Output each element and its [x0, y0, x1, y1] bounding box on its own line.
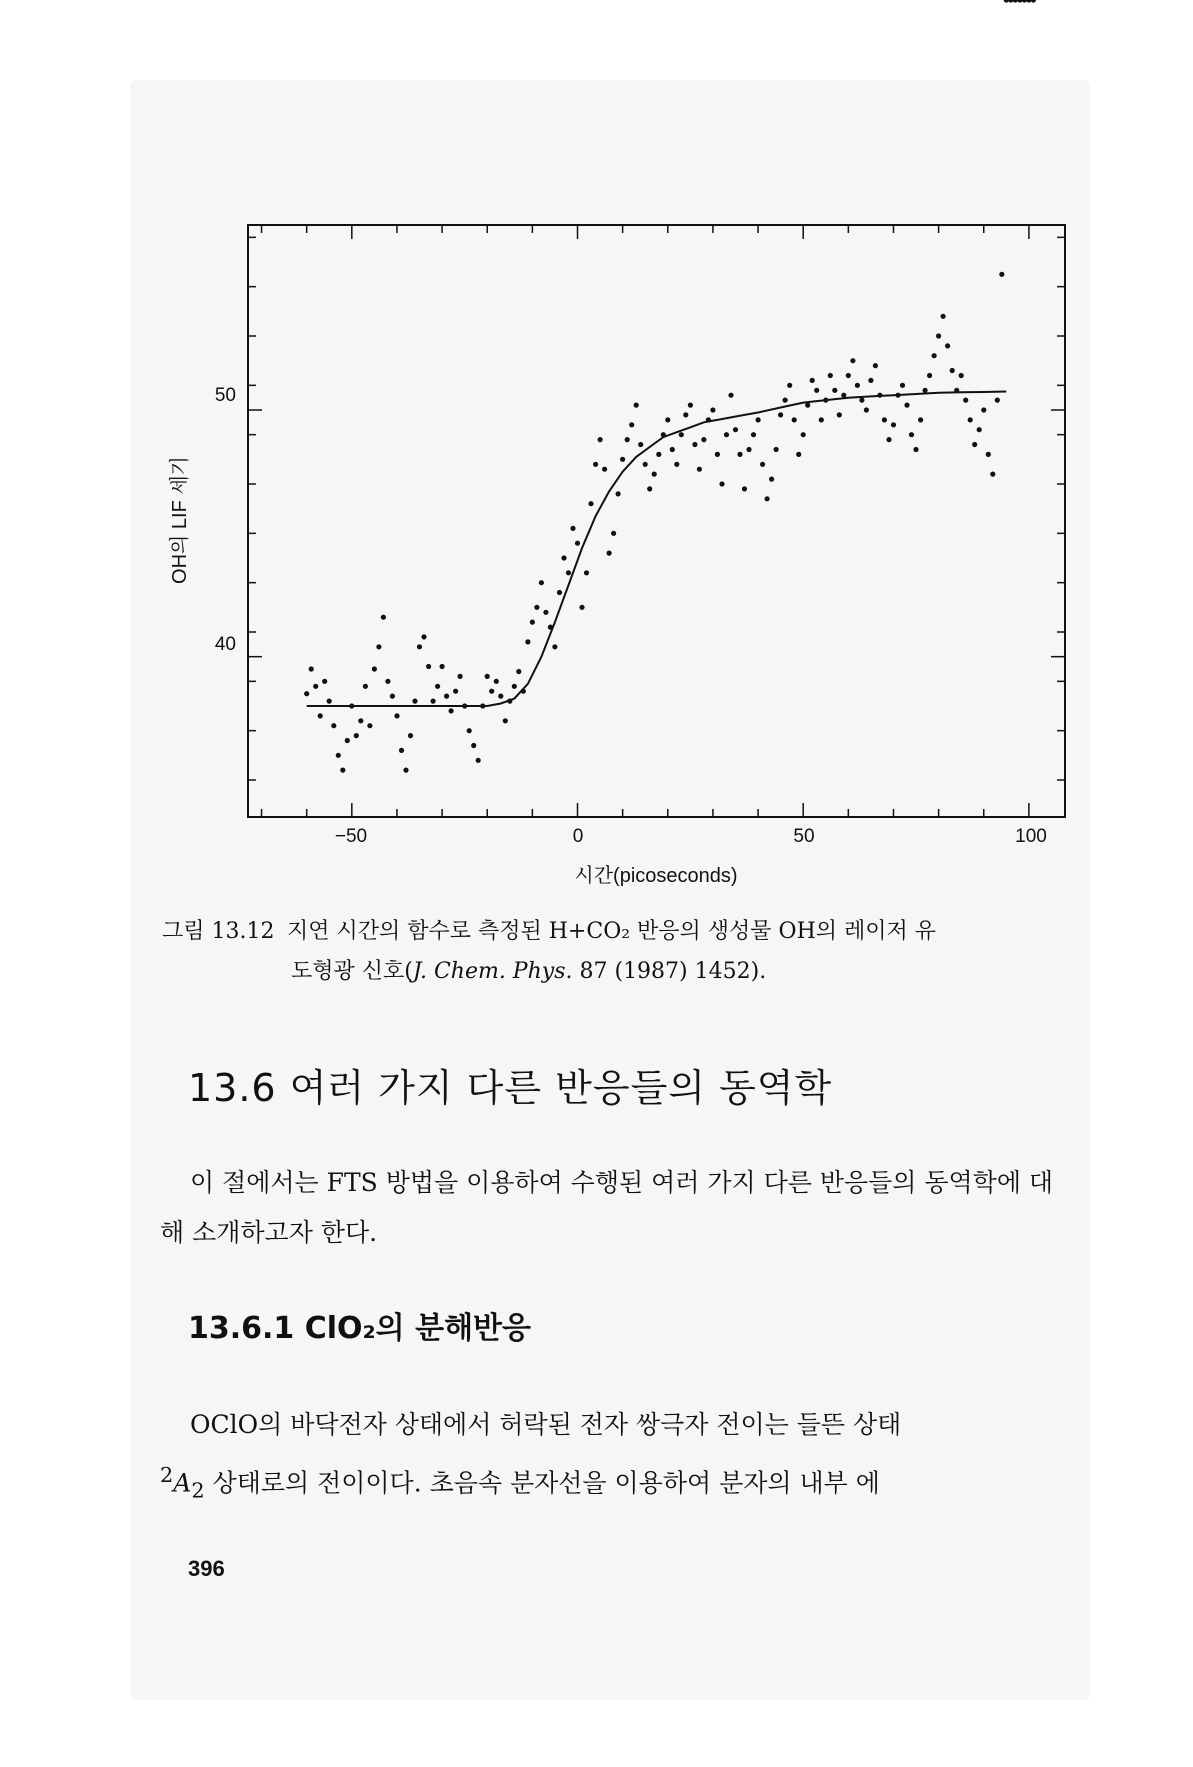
data-point [765, 496, 770, 501]
data-point [372, 666, 377, 671]
caption-line2-suffix: 87 (1987) 1452). [572, 959, 767, 984]
caption-journal: J. Chem. Phys. [412, 959, 573, 984]
data-point [990, 472, 995, 477]
y-tick-label-40: 40 [214, 634, 236, 655]
data-point [796, 452, 801, 457]
data-point [539, 580, 544, 585]
data-point [751, 432, 756, 437]
data-point [683, 412, 688, 417]
data-point [593, 462, 598, 467]
caption-line2-prefix: 도형광 신호( [291, 959, 413, 984]
data-point [503, 718, 508, 723]
data-point [724, 432, 729, 437]
data-point [873, 363, 878, 368]
data-point [552, 644, 557, 649]
data-point [498, 694, 503, 699]
y-axis-label: OH의 LIF 세기 [169, 456, 191, 584]
data-point [634, 403, 639, 408]
figure-caption [162, 912, 1062, 992]
data-point [304, 691, 309, 696]
data-point [999, 272, 1004, 277]
data-point [810, 378, 815, 383]
data-point [1008, 0, 1013, 3]
data-point [1013, 0, 1018, 3]
data-point [665, 417, 670, 422]
data-point [1026, 0, 1031, 3]
data-point [1017, 0, 1022, 3]
data-point [968, 417, 973, 422]
data-point [534, 605, 539, 610]
data-point [467, 728, 472, 733]
data-point [760, 462, 765, 467]
data-point [986, 452, 991, 457]
data-point [814, 388, 819, 393]
data-point [733, 427, 738, 432]
data-point [846, 373, 851, 378]
data-point [859, 398, 864, 403]
data-point [792, 417, 797, 422]
x-tick-label-0: 0 [572, 826, 584, 847]
data-point [697, 467, 702, 472]
data-point [381, 615, 386, 620]
data-point [440, 664, 445, 669]
data-point [489, 689, 494, 694]
data-point [345, 738, 350, 743]
data-point [941, 314, 946, 319]
data-point [588, 501, 593, 506]
x-tick-label-neg50: −50 [334, 826, 368, 847]
subsection-paragraph-line1: OClO의 바닥전자 상태에서 허락된 전자 쌍극자 전이는 들뜬 상태 [190, 1410, 902, 1439]
page-number: 396 [188, 1556, 225, 1581]
data-point [557, 590, 562, 595]
data-point [769, 477, 774, 482]
data-point [561, 555, 566, 560]
data-point [756, 417, 761, 422]
data-point [566, 570, 571, 575]
data-point [408, 733, 413, 738]
data-point [787, 383, 792, 388]
data-point [525, 639, 530, 644]
data-point [584, 570, 589, 575]
data-point [449, 708, 454, 713]
data-point [1031, 0, 1036, 3]
data-point [868, 378, 873, 383]
data-point [701, 437, 706, 442]
data-point [616, 491, 621, 496]
data-point [832, 388, 837, 393]
data-point [313, 684, 318, 689]
data-point [774, 447, 779, 452]
data-point [575, 541, 580, 546]
section-title: 13.6 여러 가지 다른 반응들의 동역학 [188, 1066, 833, 1110]
term-symbol: A [173, 1468, 192, 1498]
fit-curve [307, 392, 1007, 707]
data-point [426, 664, 431, 669]
data-point [850, 358, 855, 363]
caption-text: 지연 시간의 함수로 측정된 H+CO₂ 반응의 생성물 OH의 레이저 유 [287, 919, 937, 944]
data-point [742, 486, 747, 491]
data-point [783, 398, 788, 403]
data-point [837, 412, 842, 417]
x-tick-label-50: 50 [793, 826, 815, 847]
data-point [972, 442, 977, 447]
data-point [336, 753, 341, 758]
data-point [620, 457, 625, 462]
caption-label: 그림 13.12 [162, 919, 275, 944]
data-point [390, 694, 395, 699]
data-point [900, 383, 905, 388]
data-point [950, 368, 955, 373]
data-point [882, 417, 887, 422]
data-point [932, 353, 937, 358]
data-point [435, 684, 440, 689]
data-point [643, 462, 648, 467]
data-point [1022, 0, 1027, 3]
data-point [904, 403, 909, 408]
data-point [927, 373, 932, 378]
data-point [864, 407, 869, 412]
data-point [485, 674, 490, 679]
data-point [746, 447, 751, 452]
data-point [458, 674, 463, 679]
data-point [340, 768, 345, 773]
data-point [670, 447, 675, 452]
data-point [855, 383, 860, 388]
term-symbol-sup: 2 [160, 1463, 174, 1487]
data-point [494, 679, 499, 684]
data-point [421, 634, 426, 639]
subsection-paragraph-line2: 상태로의 전이이다. 초음속 분자선을 이용하여 분자의 내부 에 [204, 1468, 880, 1498]
data-point [598, 437, 603, 442]
x-tick-label-100: 100 [1015, 826, 1047, 847]
term-symbol-sub: 2 [191, 1478, 205, 1503]
x-axis-label: 시간(picoseconds) [574, 865, 738, 887]
data-point [367, 723, 372, 728]
data-point [801, 432, 806, 437]
data-point [417, 644, 422, 649]
data-point [674, 462, 679, 467]
data-point [828, 373, 833, 378]
data-point [629, 422, 634, 427]
subsection-paragraph [160, 1400, 1060, 1515]
data-point [778, 412, 783, 417]
data-point [963, 398, 968, 403]
data-point [638, 442, 643, 447]
data-point [936, 333, 941, 338]
data-point [309, 666, 314, 671]
data-point [652, 472, 657, 477]
data-point [995, 398, 1000, 403]
data-point [512, 684, 517, 689]
caption-line-2 [162, 952, 1062, 992]
data-point [737, 452, 742, 457]
data-point [570, 526, 575, 531]
data-point [923, 388, 928, 393]
subsection-title: 13.6.1 ClO₂의 분해반응 [188, 1311, 532, 1346]
data-point [444, 694, 449, 699]
data-point [453, 689, 458, 694]
data-point [543, 610, 548, 615]
data-point [385, 679, 390, 684]
data-point [688, 403, 693, 408]
data-point [431, 699, 436, 704]
section-paragraph-text: 이 절에서는 FTS 방법을 이용하여 수행된 여러 가지 다른 반응들의 동역학에 대해 소개하고자 한다. [160, 1168, 1054, 1247]
data-point [728, 393, 733, 398]
data-point [530, 620, 535, 625]
data-point [403, 768, 408, 773]
y-tick-label-50: 50 [214, 385, 236, 406]
data-point [318, 713, 323, 718]
data-point [579, 605, 584, 610]
data-point [886, 437, 891, 442]
data-point [891, 422, 896, 427]
data-point [376, 644, 381, 649]
data-point [476, 758, 481, 763]
data-point [679, 432, 684, 437]
data-point [647, 486, 652, 491]
data-point [607, 551, 612, 556]
data-point [331, 723, 336, 728]
data-point [322, 679, 327, 684]
data-point [611, 531, 616, 536]
section-paragraph [160, 1158, 1060, 1258]
data-point [412, 699, 417, 704]
data-point [399, 748, 404, 753]
data-point [913, 447, 918, 452]
data-point [719, 481, 724, 486]
data-point [394, 713, 399, 718]
data-point [945, 343, 950, 348]
data-point [625, 437, 630, 442]
data-point [819, 417, 824, 422]
data-point [959, 373, 964, 378]
data-point [977, 427, 982, 432]
data-point [981, 407, 986, 412]
scatter-points [304, 0, 1036, 773]
data-point [516, 669, 521, 674]
data-point [471, 743, 476, 748]
caption-line-1 [162, 912, 1062, 952]
data-point [909, 432, 914, 437]
data-point [918, 417, 923, 422]
data-point [692, 442, 697, 447]
data-point [602, 467, 607, 472]
data-point [327, 699, 332, 704]
data-point [710, 407, 715, 412]
data-point [358, 718, 363, 723]
data-point [354, 733, 359, 738]
data-point [1004, 0, 1009, 3]
data-point [363, 684, 368, 689]
data-point [715, 452, 720, 457]
data-point [656, 452, 661, 457]
